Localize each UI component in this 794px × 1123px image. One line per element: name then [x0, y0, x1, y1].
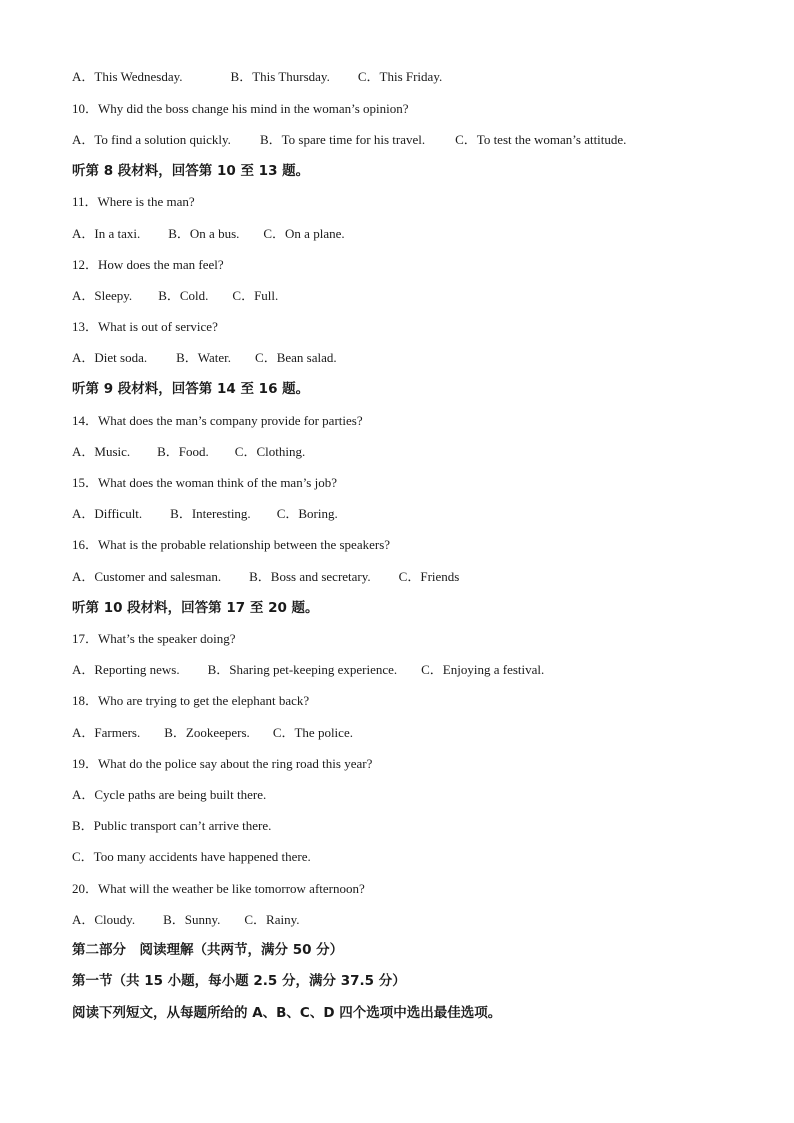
option-c: C．The police. — [272, 725, 353, 740]
option-c: C．On a plane. — [263, 226, 345, 241]
option-b: B．Sunny. — [163, 912, 221, 927]
question-text: 11．Where is the man? — [72, 194, 195, 209]
option-c: C．Rainy. — [244, 912, 300, 927]
options-row — [72, 69, 442, 85]
section-heading: 阅读下列短文，从每题所给的 A、B、C、D 四个选项中选出最佳选项。 — [72, 1005, 502, 1021]
option-c: C．To test the woman’s attitude. — [455, 132, 627, 147]
option-a: A．Cloudy. — [72, 912, 136, 927]
options-row — [72, 912, 300, 928]
question-text: 19．What do the police say about the ring road this year? — [72, 756, 373, 771]
option-a: A．To find a solution quickly. — [72, 132, 231, 147]
option-b: B．Boss and secretary. — [249, 569, 371, 584]
options-row — [72, 506, 338, 522]
options-row — [72, 350, 337, 366]
section-heading: 听第 10 段材料，回答第 17 至 20 题。 — [72, 600, 319, 616]
question-text: C．Too many accidents have happened there. — [72, 849, 311, 864]
options-row — [72, 132, 626, 148]
section-heading: 听第 9 段材料，回答第 14 至 16 题。 — [72, 381, 310, 397]
option-b: B．This Thursday. — [230, 69, 330, 84]
option-a: A．Farmers. — [72, 725, 141, 740]
option-b: B．Cold. — [158, 288, 209, 303]
option-c: C．Clothing. — [234, 444, 306, 459]
options-row — [72, 725, 353, 741]
question-text: 14．What does the man’s company provide for parties? — [72, 413, 363, 428]
question-text: 16．What is the probable relationship between the speakers? — [72, 537, 391, 552]
options-row — [72, 226, 345, 242]
option-a: A．Music. — [72, 444, 131, 459]
question-text: 20．What will the weather be like tomorrow afternoon? — [72, 881, 365, 896]
option-a: A．Diet soda. — [72, 350, 148, 365]
option-c: C．Bean salad. — [255, 350, 337, 365]
question-text: 18．Who are trying to get the elephant back? — [72, 693, 310, 708]
option-c: C．This Friday. — [357, 69, 443, 84]
question-text: 17．What’s the speaker doing? — [72, 631, 236, 646]
option-a: A．In a taxi. — [72, 226, 141, 241]
option-b: B．On a bus. — [168, 226, 240, 241]
option-b: B．Water. — [176, 350, 232, 365]
option-c: C．Boring. — [276, 506, 338, 521]
option-b: B．Interesting. — [170, 506, 251, 521]
question-text: 15．What does the woman think of the man’s job? — [72, 475, 338, 490]
question-text: B．Public transport can’t arrive there. — [72, 818, 272, 833]
option-b: B．To spare time for his travel. — [259, 132, 426, 147]
option-b: B．Sharing pet-keeping experience. — [207, 662, 398, 677]
section-heading: 听第 8 段材料，回答第 10 至 13 题。 — [72, 163, 310, 179]
option-a: A．Reporting news. — [72, 662, 180, 677]
option-a: A．This Wednesday. — [72, 69, 183, 84]
option-a: A．Sleepy. — [72, 288, 133, 303]
section-heading: 第一节（共 15 小题，每小题 2.5 分，满分 37.5 分） — [72, 973, 406, 989]
question-text: 13．What is out of service? — [72, 319, 218, 334]
option-c: C．Friends — [398, 569, 460, 584]
options-row — [72, 444, 305, 460]
option-c: C．Full. — [232, 288, 279, 303]
option-c: C．Enjoying a festival. — [421, 662, 545, 677]
question-text: 10．Why did the boss change his mind in the woman’s opinion? — [72, 101, 409, 116]
options-row — [72, 569, 459, 585]
question-text: 12．How does the man feel? — [72, 257, 224, 272]
section-heading: 第二部分 阅读理解（共两节，满分 50 分） — [72, 942, 344, 958]
question-text: A．Cycle paths are being built there. — [72, 787, 267, 802]
option-a: A．Difficult. — [72, 506, 143, 521]
option-b: B．Zookeepers. — [164, 725, 250, 740]
option-b: B．Food. — [157, 444, 209, 459]
option-a: A．Customer and salesman. — [72, 569, 222, 584]
options-row — [72, 288, 278, 304]
options-row — [72, 662, 544, 678]
